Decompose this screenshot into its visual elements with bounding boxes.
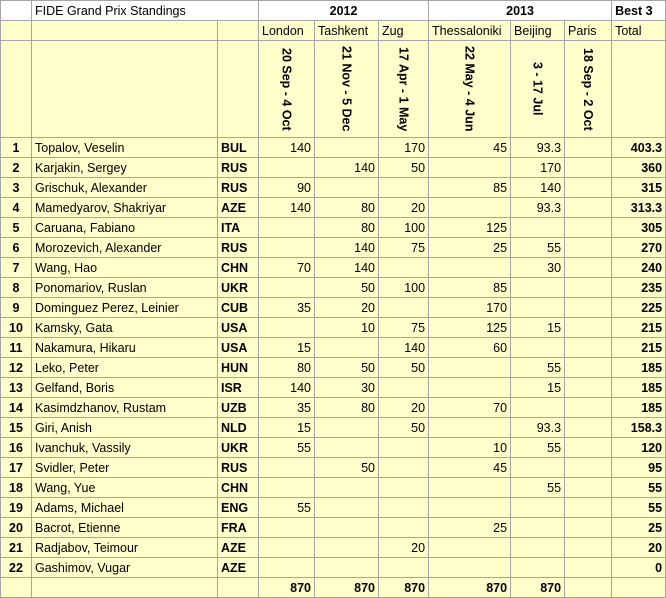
event-score: 45 [429,458,511,478]
event-score [511,398,565,418]
player-row [1,338,666,358]
player-total: 158.3 [612,418,666,438]
event-score [511,458,565,478]
column-total: 870 [315,578,379,598]
player-row [1,418,666,438]
player-total: 235 [612,278,666,298]
player-row [1,258,666,278]
player-name: Giri, Anish [32,418,218,438]
year-2012: 2012 [259,1,429,21]
event-score [565,338,612,358]
event-score [565,318,612,338]
date-thessaloniki: 22 May - 4 Jun [462,46,477,132]
event-score [379,178,429,198]
player-rank: 10 [1,318,32,338]
event-score [315,178,379,198]
city-zug: Zug [379,21,429,41]
player-name: Grischuk, Alexander [32,178,218,198]
event-score: 45 [429,138,511,158]
event-score [259,158,315,178]
player-total: 313.3 [612,198,666,218]
event-score [259,318,315,338]
event-score: 100 [379,218,429,238]
player-country: ISR [218,378,259,398]
event-score [379,378,429,398]
player-country: USA [218,338,259,358]
event-score [565,498,612,518]
event-score [259,458,315,478]
player-row [1,378,666,398]
city-beijing: Beijing [511,21,565,41]
event-score [565,478,612,498]
player-country: RUS [218,238,259,258]
event-score [429,418,511,438]
player-country: UKR [218,438,259,458]
event-score: 35 [259,398,315,418]
player-row [1,318,666,338]
event-score: 93.3 [511,198,565,218]
player-country: BUL [218,138,259,158]
player-country: UKR [218,278,259,298]
player-country: RUS [218,178,259,198]
column-total: 870 [511,578,565,598]
event-score: 55 [259,438,315,458]
player-name: Radjabov, Teimour [32,538,218,558]
date-paris: 18 Sep - 2 Oct [581,47,596,131]
event-score [379,498,429,518]
blank-cell [218,21,259,41]
city-thessaloniki: Thessaloniki [429,21,511,41]
player-rank: 12 [1,358,32,378]
event-score [565,158,612,178]
player-rank: 21 [1,538,32,558]
event-score: 15 [511,318,565,338]
year-2013: 2013 [429,1,612,21]
date-cell [565,41,612,138]
event-score [429,258,511,278]
player-country: RUS [218,158,259,178]
player-row [1,138,666,158]
event-score [379,438,429,458]
event-score [429,378,511,398]
event-score: 125 [429,318,511,338]
player-country: CHN [218,258,259,278]
player-name: Gelfand, Boris [32,378,218,398]
event-score [379,558,429,578]
event-score [379,258,429,278]
event-score: 50 [379,158,429,178]
event-score: 15 [511,378,565,398]
event-score [511,338,565,358]
player-country: CHN [218,478,259,498]
player-total: 240 [612,258,666,278]
player-total: 215 [612,318,666,338]
date-cell [429,41,511,138]
event-score: 170 [511,158,565,178]
event-score: 15 [259,418,315,438]
player-rank: 8 [1,278,32,298]
city-london: London [259,21,315,41]
player-total: 225 [612,298,666,318]
event-score [259,278,315,298]
player-country: NLD [218,418,259,438]
event-score: 75 [379,238,429,258]
column-total [565,578,612,598]
player-name: Ivanchuk, Vassily [32,438,218,458]
player-rank: 1 [1,138,32,158]
player-name: Mamedyarov, Shakriyar [32,198,218,218]
event-score: 15 [259,338,315,358]
event-score: 55 [259,498,315,518]
player-country: ITA [218,218,259,238]
event-score: 70 [429,398,511,418]
event-score: 93.3 [511,418,565,438]
player-rank: 3 [1,178,32,198]
player-row [1,278,666,298]
player-total: 215 [612,338,666,358]
player-row [1,558,666,578]
event-score [511,278,565,298]
event-score: 20 [315,298,379,318]
event-score [565,518,612,538]
player-rank: 6 [1,238,32,258]
event-score [565,538,612,558]
event-score: 140 [379,338,429,358]
event-score: 80 [259,358,315,378]
event-score [565,218,612,238]
date-cell [379,41,429,138]
event-score: 50 [379,418,429,438]
event-score [565,138,612,158]
event-score: 140 [315,238,379,258]
player-row [1,218,666,238]
event-score: 55 [511,478,565,498]
event-score [379,298,429,318]
event-score: 25 [429,238,511,258]
event-score: 125 [429,218,511,238]
player-name: Kasimdzhanov, Rustam [32,398,218,418]
player-country: AZE [218,558,259,578]
event-score: 20 [379,538,429,558]
player-row [1,358,666,378]
player-name: Svidler, Peter [32,458,218,478]
player-row [1,298,666,318]
player-country: RUS [218,458,259,478]
player-total: 360 [612,158,666,178]
player-total: 315 [612,178,666,198]
event-score [565,558,612,578]
player-total: 0 [612,558,666,578]
event-score: 80 [315,198,379,218]
player-row [1,498,666,518]
player-rank: 2 [1,158,32,178]
event-score [511,538,565,558]
column-total: 870 [379,578,429,598]
event-score [315,138,379,158]
player-total: 270 [612,238,666,258]
event-score [379,478,429,498]
event-score: 35 [259,298,315,318]
event-score [511,498,565,518]
blank-cell [1,21,32,41]
event-score [511,298,565,318]
event-score [315,538,379,558]
event-score: 80 [315,218,379,238]
player-name: Karjakin, Sergey [32,158,218,178]
event-score [315,498,379,518]
blank-cell [218,578,259,598]
player-name: Topalov, Veselin [32,138,218,158]
event-score [315,338,379,358]
date-zug: 17 Apr - 1 May [396,46,411,132]
player-total: 95 [612,458,666,478]
player-name: Wang, Yue [32,478,218,498]
event-score [565,458,612,478]
event-score: 140 [259,138,315,158]
player-total: 25 [612,518,666,538]
player-name: Ponomariov, Ruslan [32,278,218,298]
event-score: 30 [315,378,379,398]
event-score [565,418,612,438]
event-score [511,218,565,238]
event-score [429,498,511,518]
event-score: 90 [259,178,315,198]
player-rank: 11 [1,338,32,358]
event-score: 70 [259,258,315,278]
event-score [259,238,315,258]
player-row [1,198,666,218]
event-score [315,418,379,438]
sheet-title: FIDE Grand Prix Standings [32,1,259,21]
player-country: USA [218,318,259,338]
player-name: Kamsky, Gata [32,318,218,338]
column-total: 870 [429,578,511,598]
player-rank: 16 [1,438,32,458]
event-score [565,238,612,258]
player-name: Bacrot, Etienne [32,518,218,538]
player-row [1,538,666,558]
player-rank: 22 [1,558,32,578]
city-tashkent: Tashkent [315,21,379,41]
event-score [429,158,511,178]
event-score [565,398,612,418]
blank-cell [1,578,32,598]
player-rank: 4 [1,198,32,218]
total-label: Total [612,21,666,41]
blank-cell [32,578,218,598]
event-score: 10 [429,438,511,458]
event-score [511,558,565,578]
player-total: 305 [612,218,666,238]
event-score [315,518,379,538]
event-score: 30 [511,258,565,278]
player-name: Wang, Hao [32,258,218,278]
event-score [429,538,511,558]
player-rank: 5 [1,218,32,238]
player-row [1,238,666,258]
blank-cell [32,41,218,138]
player-rank: 18 [1,478,32,498]
player-rank: 19 [1,498,32,518]
player-row [1,458,666,478]
player-row [1,158,666,178]
column-total: 870 [259,578,315,598]
player-total: 185 [612,378,666,398]
player-rank: 17 [1,458,32,478]
player-country: HUN [218,358,259,378]
event-score: 55 [511,438,565,458]
player-rows [1,138,666,578]
player-total: 185 [612,398,666,418]
event-score: 50 [315,278,379,298]
player-country: AZE [218,538,259,558]
event-score: 10 [315,318,379,338]
event-score [259,218,315,238]
blank-cell [612,41,666,138]
event-score [511,518,565,538]
event-score [429,198,511,218]
event-score [259,478,315,498]
blank-cell [1,41,32,138]
player-name: Leko, Peter [32,358,218,378]
player-name: Caruana, Fabiano [32,218,218,238]
event-score: 85 [429,278,511,298]
player-name: Morozevich, Alexander [32,238,218,258]
column-totals-row [1,578,666,598]
event-score: 140 [315,158,379,178]
event-score [565,198,612,218]
event-score: 140 [259,378,315,398]
event-score: 100 [379,278,429,298]
event-score [379,518,429,538]
event-score [315,438,379,458]
event-score [565,358,612,378]
event-score [429,558,511,578]
player-country: AZE [218,198,259,218]
city-paris: Paris [565,21,612,41]
event-score [565,298,612,318]
player-row [1,178,666,198]
blank-cell [1,1,32,21]
player-total: 120 [612,438,666,458]
event-score [565,278,612,298]
event-score: 75 [379,318,429,338]
player-country: ENG [218,498,259,518]
player-rank: 20 [1,518,32,538]
event-score: 55 [511,358,565,378]
player-rank: 15 [1,418,32,438]
event-score: 85 [429,178,511,198]
player-name: Adams, Michael [32,498,218,518]
event-score [565,178,612,198]
player-rank: 7 [1,258,32,278]
event-score: 140 [259,198,315,218]
player-name: Nakamura, Hikaru [32,338,218,358]
blank-cell [612,578,666,598]
player-total: 55 [612,478,666,498]
date-cell [315,41,379,138]
event-score [315,558,379,578]
best-label: Best 3 [612,1,666,21]
event-score: 140 [315,258,379,278]
event-score: 50 [379,358,429,378]
player-total: 55 [612,498,666,518]
player-rank: 14 [1,398,32,418]
event-score: 60 [429,338,511,358]
player-country: UZB [218,398,259,418]
player-country: FRA [218,518,259,538]
event-score: 170 [429,298,511,318]
date-beijing: 3 - 17 Jul [530,62,545,116]
event-score [259,538,315,558]
blank-cell [32,21,218,41]
event-score: 20 [379,198,429,218]
event-score: 20 [379,398,429,418]
player-total: 185 [612,358,666,378]
event-score: 140 [511,178,565,198]
date-cell [259,41,315,138]
event-score [429,358,511,378]
event-score: 93.3 [511,138,565,158]
event-score: 80 [315,398,379,418]
event-score: 50 [315,458,379,478]
blank-cell [218,41,259,138]
event-score [565,438,612,458]
event-score [259,518,315,538]
player-row [1,518,666,538]
player-total: 20 [612,538,666,558]
title-row [1,1,666,21]
dates-row [1,41,666,138]
event-score [429,478,511,498]
event-score: 25 [429,518,511,538]
event-score: 170 [379,138,429,158]
event-score [259,558,315,578]
player-total: 403.3 [612,138,666,158]
event-score [565,378,612,398]
date-tashkent: 21 Nov - 5 Dec [339,46,354,132]
date-london: 20 Sep - 4 Oct [279,47,294,131]
city-row [1,21,666,41]
player-row [1,478,666,498]
player-name: Dominguez Perez, Leinier [32,298,218,318]
event-score: 55 [511,238,565,258]
player-country: CUB [218,298,259,318]
event-score: 50 [315,358,379,378]
player-name: Gashimov, Vugar [32,558,218,578]
player-row [1,438,666,458]
date-cell [511,41,565,138]
event-score [315,478,379,498]
event-score [379,458,429,478]
player-rank: 13 [1,378,32,398]
event-score [565,258,612,278]
player-rank: 9 [1,298,32,318]
player-row [1,398,666,418]
